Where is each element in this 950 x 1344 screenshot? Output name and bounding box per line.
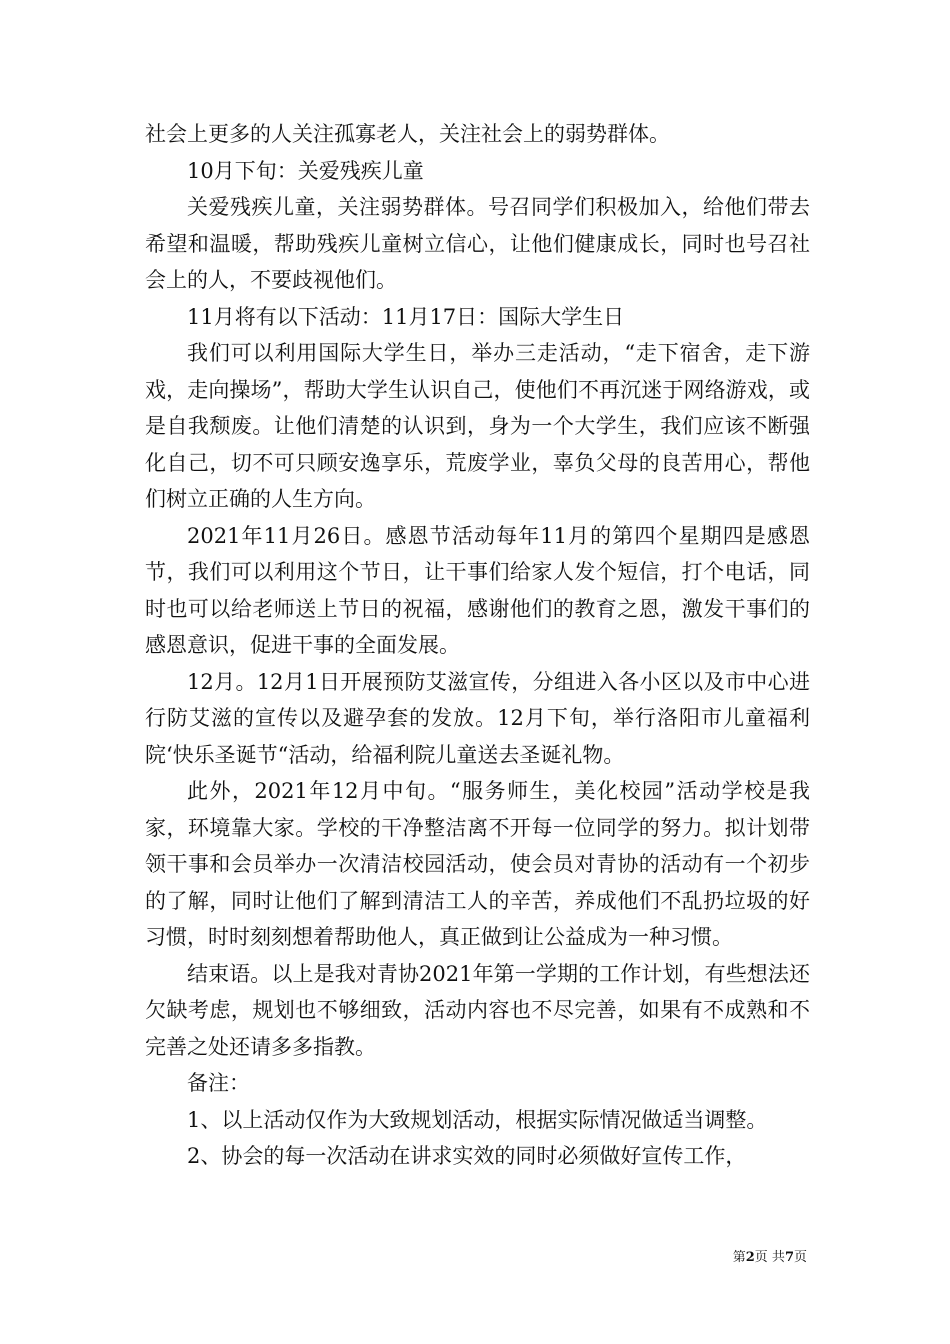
paragraph-8: 结束语。以上是我对青协2021年第一学期的工作计划，有些想法还欠缺考虑，规划也不够细致，活动内容也不尽完善，如果有不成熟和不完善之处还请多多指教。 <box>145 961 810 1059</box>
current-page-number: 2 <box>745 1250 755 1265</box>
paragraph-5: 2021年11月26日。感恩节活动每年11月的第四个星期四是感恩节，我们可以利用这个节日，让干事们给家人发个短信，打个电话，同时也可以给老师送上节日的祝福，感谢他们的教育之恩，激发干事们的感恩意识，促进干事的全面发展。 <box>145 523 810 657</box>
paragraph-7: 此外，2021年12月中旬。“服务师生，美化校园”活动学校是我家，环境靠大家。学校的干净整洁离不开每一位同学的努力。拟计划带领干事和会员举办一次清洁校园活动，使会员对青协的活动有一个初步的了解，同时让他们了解到清洁工人的辛苦，养成他们不乱扔垃圾的好习惯，时时刻刻想着帮助他人，真正做到让公益成为一种习惯。 <box>145 779 810 949</box>
paragraph-2: 关爱残疾儿童，关注弱势群体。号召同学们积极加入，给他们带去希望和温暖，帮助残疾儿童树立信心，让他们健康成长，同时也号召社会上的人，不要歧视他们。 <box>145 195 810 292</box>
page-footer <box>733 1246 807 1265</box>
paragraph-10: 1、以上活动仅作为大致规划活动，根据实际情况做适当调整。 <box>187 1107 768 1132</box>
paragraph-4: 我们可以利用国际大学生日，举办三走活动，“走下宿舍，走下游戏，走向操场”，帮助大学生认识自己，使他们不再沉迷于网络游戏，或是自我颓废。让他们清楚的认识到，身为一个大学生，我们应该不断强化自己，切不可只顾安逸享乐，荒废学业，辜负父母的良苦用心，帮他们树立正确的人生方向。 <box>145 341 810 511</box>
document-body <box>145 116 810 1175</box>
paragraph-6: 12月。12月1日开展预防艾滋宣传，分组进入各小区以及市中心进行防艾滋的宣传以及避孕套的发放。12月下旬，举行洛阳市儿童福利院‘快乐圣诞节“活动，给福利院儿童送去圣诞礼物。 <box>145 669 810 767</box>
paragraph-1: 10月下旬：关爱残疾儿童 <box>187 158 424 183</box>
paragraph-3: 11月将有以下活动：11月17日：国际大学生日 <box>187 304 625 329</box>
total-pages-number: 7 <box>784 1250 794 1265</box>
paragraph-0: 社会上更多的人关注孤寡老人，关注社会上的弱势群体。 <box>145 122 670 146</box>
footer-middle: 页 共 <box>754 1250 785 1265</box>
paragraph-9: 备注： <box>187 1071 250 1095</box>
paragraph-11: 2、协会的每一次活动在讲求实效的同时必须做好宣传工作， <box>187 1144 747 1168</box>
footer-suffix: 页 <box>793 1250 807 1265</box>
footer-prefix: 第 <box>732 1250 746 1265</box>
